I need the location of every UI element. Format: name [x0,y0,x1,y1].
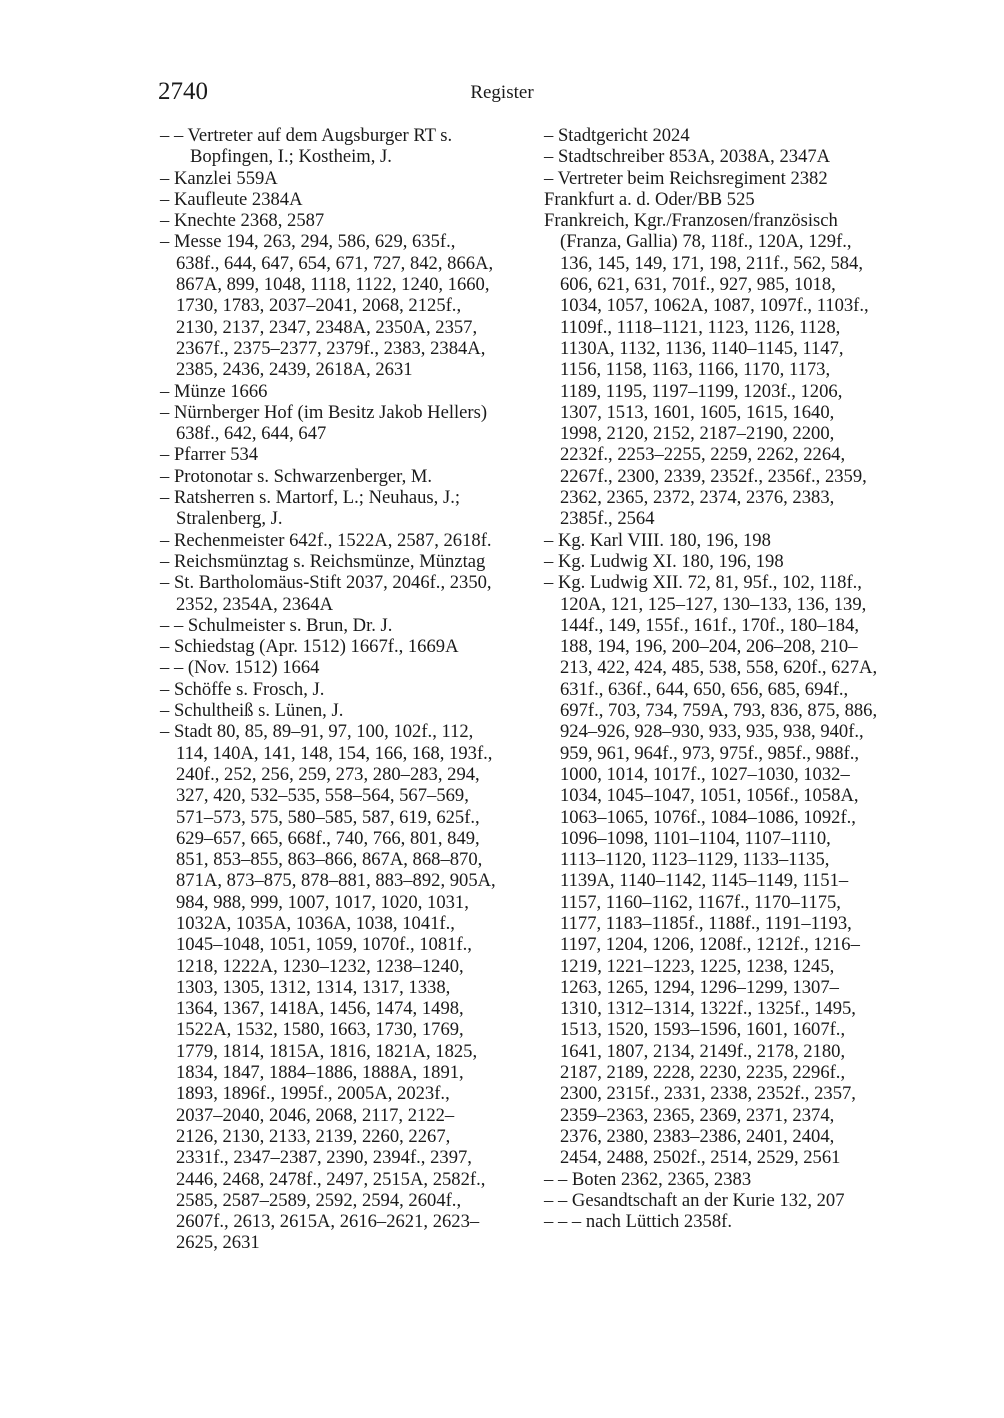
index-entry: Frankfurt a. d. Oder/BB 525 [544,188,755,210]
index-entry-continuation: 2385, 2436, 2439, 2618A, 2631 [176,359,413,381]
index-entry: – St. Bartholomäus-Stift 2037, 2046f., 2350, [160,572,492,594]
index-entry-continuation: 2607f., 2613, 2615A, 2616–2621, 2623– [176,1211,480,1233]
index-entry-continuation: 1513, 1520, 1593–1596, 1601, 1607f., [560,1019,846,1041]
index-entry-continuation: 638f., 642, 644, 647 [176,423,327,445]
index-entry-continuation: 1189, 1195, 1197–1199, 1203f., 1206, [560,380,843,402]
index-entry-continuation: 1310, 1312–1314, 1322f., 1325f., 1495, [560,998,856,1020]
index-entry-continuation: 1834, 1847, 1884–1886, 1888A, 1891, [176,1062,464,1084]
index-entry-continuation: 1779, 1814, 1815A, 1816, 1821A, 1825, [176,1040,478,1062]
index-entry-continuation: 1000, 1014, 1017f., 1027–1030, 1032– [560,763,850,785]
index-entry: – Knechte 2368, 2587 [160,210,325,232]
index-entry-continuation: 188, 194, 196, 200–204, 206–208, 210– [560,636,858,658]
index-entry: – – Gesandtschaft an der Kurie 132, 207 [544,1189,845,1211]
index-entry-continuation: 327, 420, 532–535, 558–564, 567–569, [176,785,469,807]
index-entry-continuation: 1893, 1896f., 1995f., 2005A, 2023f., [176,1083,450,1105]
index-entry: – Reichsmünztag s. Reichsmünze, Münztag [160,550,486,572]
index-entry-continuation: 1034, 1057, 1062A, 1087, 1097f., 1103f., [560,295,869,317]
index-entry-continuation: 606, 621, 631, 701f., 927, 985, 1018, [560,274,836,296]
index-entry-continuation: 2187, 2189, 2228, 2230, 2235, 2296f., [560,1062,846,1084]
index-entry-continuation: 1032A, 1035A, 1036A, 1038, 1041f., [176,912,455,934]
index-entry-continuation: 2359–2363, 2365, 2369, 2371, 2374, [560,1104,835,1126]
index-entry-continuation: 2385f., 2564 [560,508,655,530]
index-entry-continuation: 1063–1065, 1076f., 1084–1086, 1092f., [560,806,856,828]
index-entry-continuation: 2625, 2631 [176,1232,260,1254]
index-entry-continuation: 1219, 1221–1223, 1225, 1238, 1245, [560,955,835,977]
index-entry-continuation: 629–657, 665, 668f., 740, 766, 801, 849, [176,827,480,849]
index-entry: – Stadt 80, 85, 89–91, 97, 100, 102f., 112, [160,721,474,743]
index-entry-continuation: 984, 988, 999, 1007, 1017, 1020, 1031, [176,891,469,913]
index-entry: – – Vertreter auf dem Augsburger RT s. [160,125,453,146]
index-entry: – Protonotar s. Schwarzenberger, M. [160,465,433,487]
index-entry-continuation: 1998, 2120, 2152, 2187–2190, 2200, [560,423,835,445]
index-entry-continuation: 1034, 1045–1047, 1051, 1056f., 1058A, [560,785,859,807]
index-entry-continuation: 2300, 2315f., 2331, 2338, 2352f., 2357, [560,1083,856,1105]
index-entry-continuation: 1096–1098, 1101–1104, 1107–1110, [560,827,831,849]
index-column-right [544,125,916,1232]
index-entry-continuation: 851, 853–855, 863–866, 867A, 868–870, [176,849,483,871]
index-entry-continuation: 2367f., 2375–2377, 2379f., 2383, 2384A, [176,337,486,359]
index-entry: – Kanzlei 559A [160,167,278,189]
index-entry-continuation: 1307, 1513, 1601, 1605, 1615, 1640, [560,401,835,423]
index-entry: – Rechenmeister 642f., 1522A, 2587, 2618f. [160,529,492,551]
index-entry-continuation: 1045–1048, 1051, 1059, 1070f., 1081f., [176,934,472,956]
index-entry: – Kg. Ludwig XII. 72, 81, 95f., 102, 118f., [544,572,862,594]
index-entry-continuation: (Franza, Gallia) 78, 118f., 120A, 129f., [560,231,852,253]
index-entry: Frankreich, Kgr./Franzosen/französisch [544,210,838,232]
index-entry-continuation: 924–926, 928–930, 933, 935, 938, 940f., [560,721,864,743]
index-column-left [160,125,528,1254]
index-entry-continuation: 213, 422, 424, 485, 538, 558, 620f., 627A, [560,657,878,679]
index-entry: – – – nach Lüttich 2358f. [544,1211,732,1233]
index-entry: – Messe 194, 263, 294, 586, 629, 635f., [160,231,456,253]
index-entry-continuation: 1263, 1265, 1294, 1296–1299, 1307– [560,976,839,998]
page-number: 2740 [158,78,208,105]
index-entry: – Münze 1666 [160,380,268,402]
index-entry-continuation: 697f., 703, 734, 759A, 793, 836, 875, 886, [560,700,878,722]
index-entry-continuation: 631f., 636f., 644, 650, 656, 685, 694f., [560,678,849,700]
index-entry-continuation: Stralenberg, J. [176,508,283,530]
index-entry: – Pfarrer 534 [160,444,259,466]
index-entry-continuation: 1130A, 1132, 1136, 1140–1145, 1147, [560,337,844,359]
index-entry-continuation: 2267f., 2300, 2339, 2352f., 2356f., 2359, [560,465,867,487]
index-entry-continuation: 1157, 1160–1162, 1167f., 1170–1175, [560,891,841,913]
index-entry-continuation: 120A, 121, 125–127, 130–133, 136, 139, [560,593,867,615]
index-entry-continuation: 136, 145, 149, 171, 198, 211f., 562, 584, [560,252,864,274]
index-entry-continuation: 1177, 1183–1185f., 1188f., 1191–1193, [560,912,852,934]
index-entry-continuation: 2585, 2587–2589, 2592, 2594, 2604f., [176,1189,462,1211]
index-entry-continuation: 959, 961, 964f., 973, 975f., 985f., 988f., [560,742,860,764]
index-entry: – Nürnberger Hof (im Besitz Jakob Hellers) [160,401,488,423]
index-entry-continuation: 1730, 1783, 2037–2041, 2068, 2125f., [176,295,462,317]
index-entry-continuation: 1218, 1222A, 1230–1232, 1238–1240, [176,955,464,977]
index-entry: – Ratsherren s. Martorf, L.; Neuhaus, J.; [160,487,461,509]
index-entry-continuation: 2376, 2380, 2383–2386, 2401, 2404, [560,1125,835,1147]
index-entry-continuation: 144f., 149, 155f., 161f., 170f., 180–184, [560,614,860,636]
index-entry-continuation: 1641, 1807, 2134, 2149f., 2178, 2180, [560,1040,846,1062]
index-entry-continuation: 2454, 2488, 2502f., 2514, 2529, 2561 [560,1147,841,1169]
index-entry-continuation: 2126, 2130, 2133, 2139, 2260, 2267, [176,1125,451,1147]
index-entry: – Schöffe s. Frosch, J. [160,678,325,700]
index-entry-continuation: 871A, 873–875, 878–881, 883–892, 905A, [176,870,496,892]
index-entry-continuation: 2352, 2354A, 2364A [176,593,334,615]
index-entry: – Kg. Karl VIII. 180, 196, 198 [544,529,771,551]
index-entry-continuation: 2362, 2365, 2372, 2374, 2376, 2383, [560,487,835,509]
index-entry: – Stadtschreiber 853A, 2038A, 2347A [544,146,831,168]
index-entry-continuation: 867A, 899, 1048, 1118, 1122, 1240, 1660, [176,274,490,296]
index-entry: – – Boten 2362, 2365, 2383 [544,1168,752,1190]
index-entry-continuation: 1109f., 1118–1121, 1123, 1126, 1128, [560,316,841,338]
index-entry-continuation: 114, 140A, 141, 148, 154, 166, 168, 193f., [176,742,493,764]
index-entry-continuation: 2130, 2137, 2347, 2348A, 2350A, 2357, [176,316,478,338]
index-entry-continuation: 2037–2040, 2046, 2068, 2117, 2122– [176,1104,455,1126]
running-head: Register [470,82,534,103]
index-entry-continuation: Bopfingen, I.; Kostheim, J. [190,146,392,168]
index-entry-continuation: 2446, 2468, 2478f., 2497, 2515A, 2582f., [176,1168,486,1190]
index-entry: – – Schulmeister s. Brun, Dr. J. [160,614,393,636]
index-entry-continuation: 638f., 644, 647, 654, 671, 727, 842, 866A, [176,252,494,274]
index-entry: – Stadtgericht 2024 [544,125,690,146]
index-entry-continuation: 240f., 252, 256, 259, 273, 280–283, 294, [176,763,480,785]
index-entry-continuation: 1364, 1367, 1418A, 1456, 1474, 1498, [176,998,464,1020]
index-entry-continuation: 1139A, 1140–1142, 1145–1149, 1151– [560,870,849,892]
index-entry: – – (Nov. 1512) 1664 [160,657,320,679]
index-entry: – Schultheiß s. Lünen, J. [160,700,344,722]
index-entry: – Schiedstag (Apr. 1512) 1667f., 1669A [160,636,459,658]
index-entry-continuation: 2232f., 2253–2255, 2259, 2262, 2264, [560,444,846,466]
index-entry-continuation: 571–573, 575, 580–585, 587, 619, 625f., [176,806,480,828]
index-entry-continuation: 1156, 1158, 1163, 1166, 1170, 1173, [560,359,831,381]
index-entry-continuation: 1522A, 1532, 1580, 1663, 1730, 1769, [176,1019,464,1041]
index-entry-continuation: 1197, 1204, 1206, 1208f., 1212f., 1216– [560,934,860,956]
index-entry-continuation: 1303, 1305, 1312, 1314, 1317, 1338, [176,976,451,998]
index-entry: – Vertreter beim Reichsregiment 2382 [544,167,828,189]
index-entry: – Kaufleute 2384A [160,188,303,210]
index-entry-continuation: 2331f., 2347–2387, 2390, 2394f., 2397, [176,1147,472,1169]
index-entry-continuation: 1113–1120, 1123–1129, 1133–1135, [560,849,830,871]
index-entry: – Kg. Ludwig XI. 180, 196, 198 [544,550,784,572]
